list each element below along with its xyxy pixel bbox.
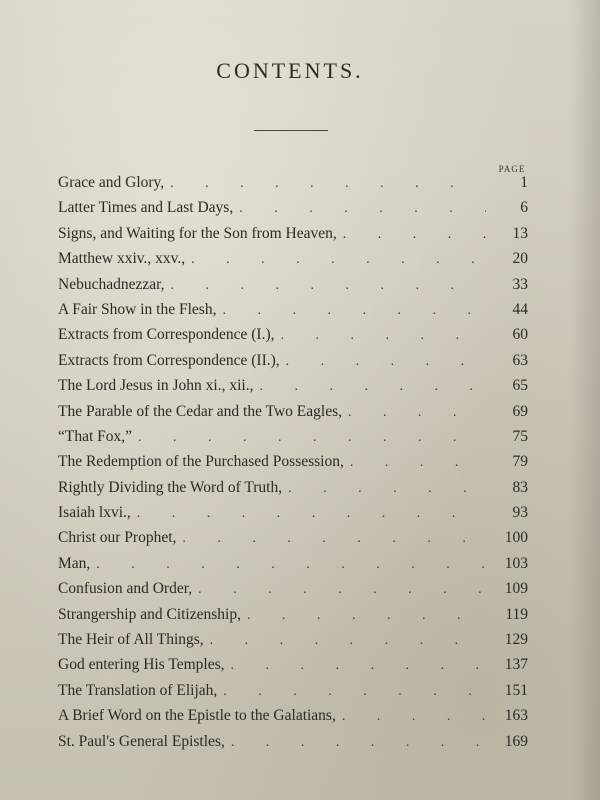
entry-title: Extracts from Correspondence (II.), [58,351,280,369]
entry-page: 69 [512,402,528,420]
entry-page: 65 [512,377,528,395]
entry-page: 60 [512,326,528,344]
contents-entry [58,377,528,402]
leader-dots [137,506,486,522]
leader-dots [239,201,486,217]
entry-page: 93 [512,504,528,522]
entry-title: Signs, and Waiting for the Son from Heaven, [58,224,337,242]
leader-dots [281,328,487,344]
entry-title: St. Paul's General Epistles, [58,732,225,750]
entry-page: 83 [512,478,528,496]
contents-entry [58,529,528,554]
entry-page: 103 [504,554,528,572]
leader-dots [350,455,486,471]
entry-title: Confusion and Order, [58,580,193,598]
entry-title: A Brief Word on the Epistle to the Galatians, [58,707,336,725]
entry-page: 63 [512,351,528,369]
leader-dots [138,430,486,446]
entry-page: 44 [512,300,528,318]
entry-page: 1 [520,174,528,191]
contents-entry [58,225,528,250]
entry-page: 119 [505,605,528,623]
entry-page: 151 [504,681,528,699]
contents-entry [58,631,528,656]
contents-entry [58,453,528,478]
entry-page: 109 [504,580,528,598]
contents-entry [58,606,528,631]
entry-page: 100 [504,529,528,547]
contents-entry [58,656,528,681]
entry-page: 6 [520,199,528,217]
contents-entry [58,250,528,275]
contents-list [58,174,528,758]
contents-entry [58,326,528,351]
leader-dots [231,658,486,674]
entry-page: 20 [512,250,528,268]
entry-title: Rightly Dividing the Word of Truth, [58,478,283,496]
entry-title: The Heir of All Things, [58,631,204,649]
entry-title: The Redemption of the Purchased Possession, [58,453,344,471]
leader-dots [288,481,486,497]
entry-page: 33 [512,275,528,293]
page-column-label: PAGE [498,164,526,174]
leader-dots [231,735,486,751]
contents-entry [58,174,528,199]
contents-entry [58,276,528,301]
contents-entry [58,479,528,504]
entry-page: 169 [504,732,528,750]
entry-page: 75 [512,427,528,445]
entry-page: 163 [504,707,528,725]
entry-title: Latter Times and Last Days, [58,199,234,217]
leader-dots [198,582,486,598]
leader-dots [96,557,486,573]
contents-entry [58,733,528,758]
page-title: CONTENTS. [216,58,364,83]
entry-page: 79 [512,453,528,471]
entry-title: Matthew xxiv., xxv., [58,250,186,268]
contents-entry [58,707,528,732]
page-edge-shadow [570,0,600,800]
leader-dots [342,709,486,725]
leader-dots [247,608,486,624]
entry-page: 13 [512,224,528,242]
entry-title: Grace and Glory, [58,174,165,191]
entry-title: The Parable of the Cedar and the Two Eagles, [58,402,342,420]
leader-dots [182,531,486,547]
entry-title: The Lord Jesus in John xi., xii., [58,377,254,395]
entry-title: A Fair Show in the Flesh, [58,300,217,318]
contents-entry [58,428,528,453]
contents-entry [58,403,528,428]
entry-page: 129 [504,631,528,649]
contents-entry [58,301,528,326]
leader-dots [210,633,486,649]
leader-dots [286,354,486,370]
entry-title: Nebuchadnezzar, [58,275,165,293]
leader-dots [343,227,486,243]
leader-dots [223,684,486,700]
entry-title: God entering His Temples, [58,656,225,674]
contents-entry [58,199,528,224]
leader-dots [222,303,486,319]
entry-title: Strangership and Citizenship, [58,605,241,623]
leader-dots [191,252,486,268]
contents-entry [58,504,528,529]
entry-title: Isaiah lxvi., [58,504,131,522]
contents-entry [58,682,528,707]
entry-title: The Translation of Elijah, [58,681,218,699]
entry-page: 137 [504,656,528,674]
leader-dots [171,278,486,294]
title-rule [254,130,328,131]
entry-title: Extracts from Correspondence (I.), [58,326,275,344]
contents-entry [58,352,528,377]
leader-dots [259,379,486,395]
leader-dots [170,176,486,192]
contents-entry [58,580,528,605]
entry-title: Man, [58,554,91,572]
contents-entry [58,555,528,580]
leader-dots [348,405,486,421]
entry-title: Christ our Prophet, [58,529,177,547]
entry-title: “That Fox,” [58,427,133,445]
